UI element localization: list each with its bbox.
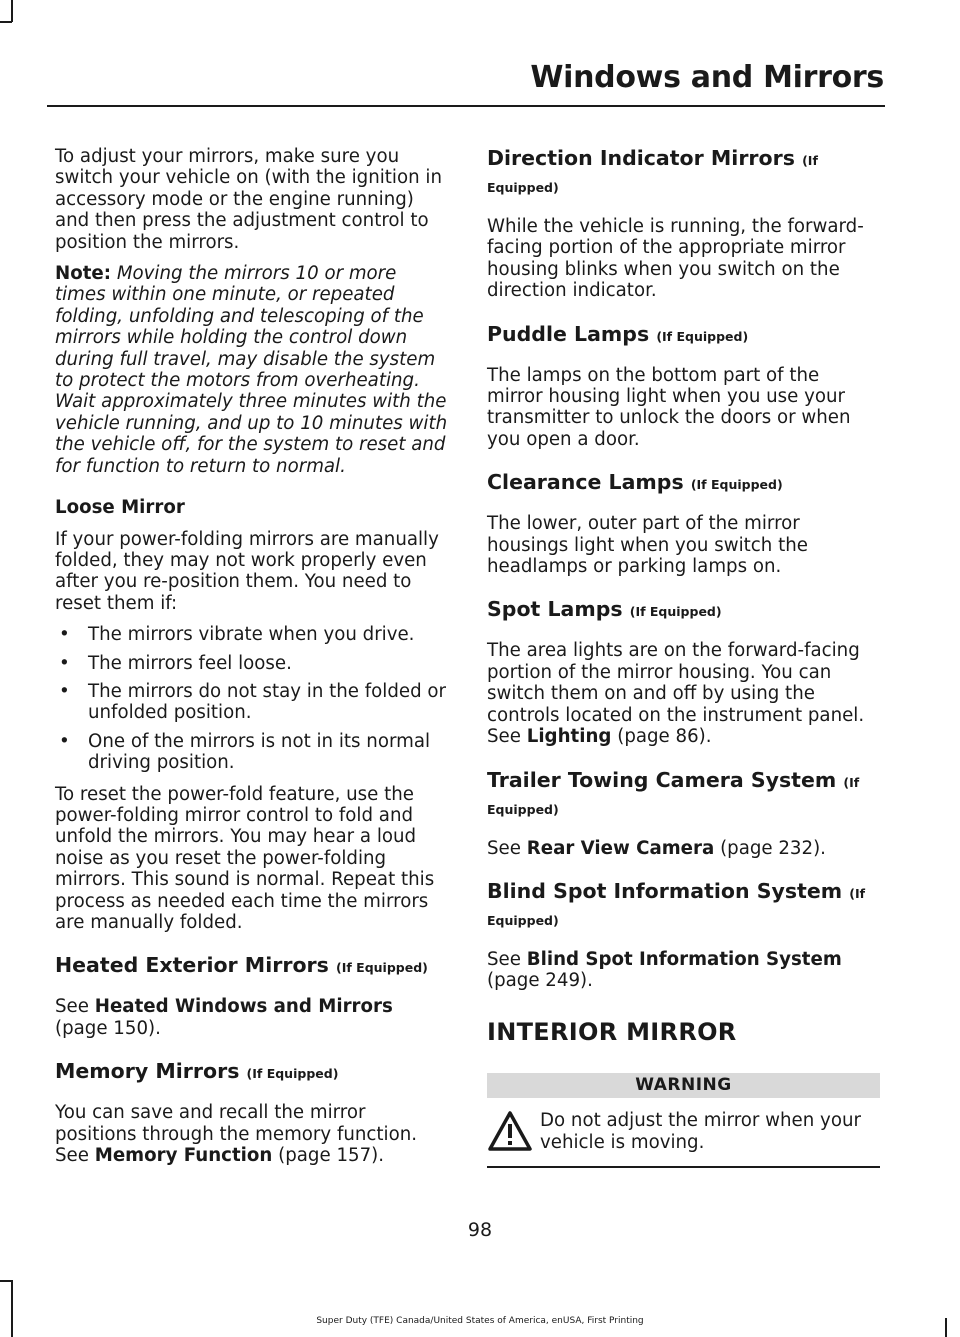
warning-text: Do not adjust the mirror when your vehicle is moving. xyxy=(540,1110,861,1153)
direction-mirrors-paragraph: While the vehicle is running, the forward-facing portion of the appropriate mirror housing blinks when you switch on the direction indicator. xyxy=(487,216,864,302)
header-divider xyxy=(47,105,885,107)
puddle-lamps-paragraph: The lamps on the bottom part of the mirror housing light when you use your transmitter to unlock the doors or when you open a door. xyxy=(487,364,851,450)
crop-mark xyxy=(11,0,13,22)
page-number: 98 xyxy=(467,1219,493,1241)
equipped-tag: (If Equipped) xyxy=(690,477,783,493)
heading-text: Trailer Towing Camera System xyxy=(487,767,837,792)
page-ref: (page 150). xyxy=(55,1017,161,1039)
heading-text: Heated Exterior Mirrors xyxy=(55,953,329,978)
equipped-tag: (If Equipped) xyxy=(487,885,866,928)
loose-mirror-intro: If your power-folding mirrors are manually folded, they may not work properly even after you re-position them. You need to reset them if: xyxy=(55,528,439,614)
list-item-text: One of the mirrors is not in its normal driving position. xyxy=(88,730,431,774)
warning-box xyxy=(487,1073,880,1168)
memory-mirrors-paragraph xyxy=(55,1102,448,1166)
heading-text: Direction Indicator Mirrors xyxy=(487,146,795,170)
page-title: Windows and Mirrors xyxy=(530,60,884,95)
memory-function-link[interactable]: Memory Function xyxy=(94,1145,273,1167)
list-item-text: The mirrors feel loose. xyxy=(88,652,292,674)
equipped-tag: (If Equipped) xyxy=(487,153,818,195)
equipped-tag: (If Equipped) xyxy=(629,604,722,620)
clearance-lamps-heading xyxy=(487,470,880,497)
puddle-lamps-heading xyxy=(487,322,880,349)
rear-view-camera-link[interactable]: Rear View Camera xyxy=(526,837,715,859)
clearance-lamps-paragraph: The lower, outer part of the mirror housings light when you switch the headlamps or parking lamps on. xyxy=(487,513,808,578)
list-item xyxy=(55,681,448,724)
left-column xyxy=(55,146,448,1176)
lighting-link[interactable]: Lighting xyxy=(526,726,612,748)
intro-paragraph: To adjust your mirrors, make sure you switch your vehicle on (with the ignition in accessory mode or the engine running) and then press the adjustment control to position the mirrors. xyxy=(55,146,442,253)
heading-text: Puddle Lamps xyxy=(487,321,650,346)
equipped-tag: (If Equipped) xyxy=(336,960,428,976)
blind-spot-heading xyxy=(487,879,880,933)
heading-text: Blind Spot Information System xyxy=(487,878,843,903)
bullet: • xyxy=(59,652,70,674)
bullet: • xyxy=(59,680,70,702)
heading-text: Memory Mirrors xyxy=(55,1059,240,1084)
interior-mirror-heading: INTERIOR MIRROR xyxy=(487,1017,737,1046)
equipped-tag: (If Equipped) xyxy=(487,774,860,817)
page-ref: (page 86). xyxy=(617,726,712,748)
heated-mirrors-heading xyxy=(55,953,448,980)
direction-mirrors-heading xyxy=(487,146,880,200)
bullet: • xyxy=(59,730,70,752)
crop-mark xyxy=(0,21,12,23)
warning-label: WARNING xyxy=(487,1073,880,1098)
body-text: The area lights are on the forward-facing portion of the mirror housing. You can switch them on and off by using the controls located on the instrument panel. See xyxy=(487,640,865,748)
note-paragraph xyxy=(55,263,448,477)
see-text: See xyxy=(55,996,89,1018)
note-label: Note: xyxy=(55,263,112,285)
heated-windows-link[interactable]: Heated Windows and Mirrors xyxy=(94,996,393,1018)
list-item xyxy=(55,624,448,645)
crop-mark xyxy=(11,1280,13,1337)
list-item xyxy=(55,653,448,674)
loose-mirror-heading: Loose Mirror xyxy=(55,497,185,519)
equipped-tag: (If Equipped) xyxy=(246,1066,339,1082)
page-ref: (page 232). xyxy=(720,837,826,859)
equipped-tag: (If Equipped) xyxy=(656,328,749,344)
page-ref: (page 249). xyxy=(487,970,593,992)
crop-mark xyxy=(0,1280,12,1282)
see-text: See xyxy=(487,837,521,859)
footer-text: Super Duty (TFE) Canada/United States of America, enUSA, First Printing xyxy=(316,1316,644,1326)
blind-spot-paragraph xyxy=(487,949,880,992)
reset-paragraph: To reset the power-fold feature, use the power-folding mirror control to fold and unfold the mirrors. You may hear a loud noise as you reset the power-folding mirrors. This sound is normal. Repeat this process as needed each time the mirrors are manually folded. xyxy=(55,783,435,933)
trailer-camera-heading xyxy=(487,768,880,822)
see-text: See xyxy=(487,948,521,970)
list-item-text: The mirrors do not stay in the folded or unfolded position. xyxy=(88,680,447,724)
warning-triangle-icon xyxy=(487,1110,533,1152)
warning-body xyxy=(487,1098,880,1168)
blind-spot-link[interactable]: Blind Spot Information System xyxy=(526,948,842,970)
page-ref: (page 157). xyxy=(278,1145,385,1167)
spot-lamps-paragraph xyxy=(487,640,880,747)
heading-text: Clearance Lamps xyxy=(487,470,684,495)
list-item-text: The mirrors vibrate when you drive. xyxy=(88,624,415,646)
right-column xyxy=(487,146,880,1168)
reset-conditions-list xyxy=(55,624,448,773)
heated-mirrors-paragraph xyxy=(55,996,448,1039)
list-item xyxy=(55,731,448,774)
body-text: You can save and recall the mirror positions through the memory function. See xyxy=(55,1102,418,1167)
trailer-camera-paragraph xyxy=(487,838,880,859)
memory-mirrors-heading xyxy=(55,1059,448,1086)
bullet: • xyxy=(59,624,70,646)
spot-lamps-heading xyxy=(487,597,880,624)
heading-text: Spot Lamps xyxy=(487,597,623,622)
note-text: Moving the mirrors 10 or more times within one minute, or repeated folding, unfolding and telescoping of the mirrors while holding the control down during full travel, may disable the system to protect the motors from overheating. Wait approximately three minutes with the vehicle running, and up to 10 minutes with the vehicle off, for the system to reset and for function to return to normal. xyxy=(55,263,448,477)
